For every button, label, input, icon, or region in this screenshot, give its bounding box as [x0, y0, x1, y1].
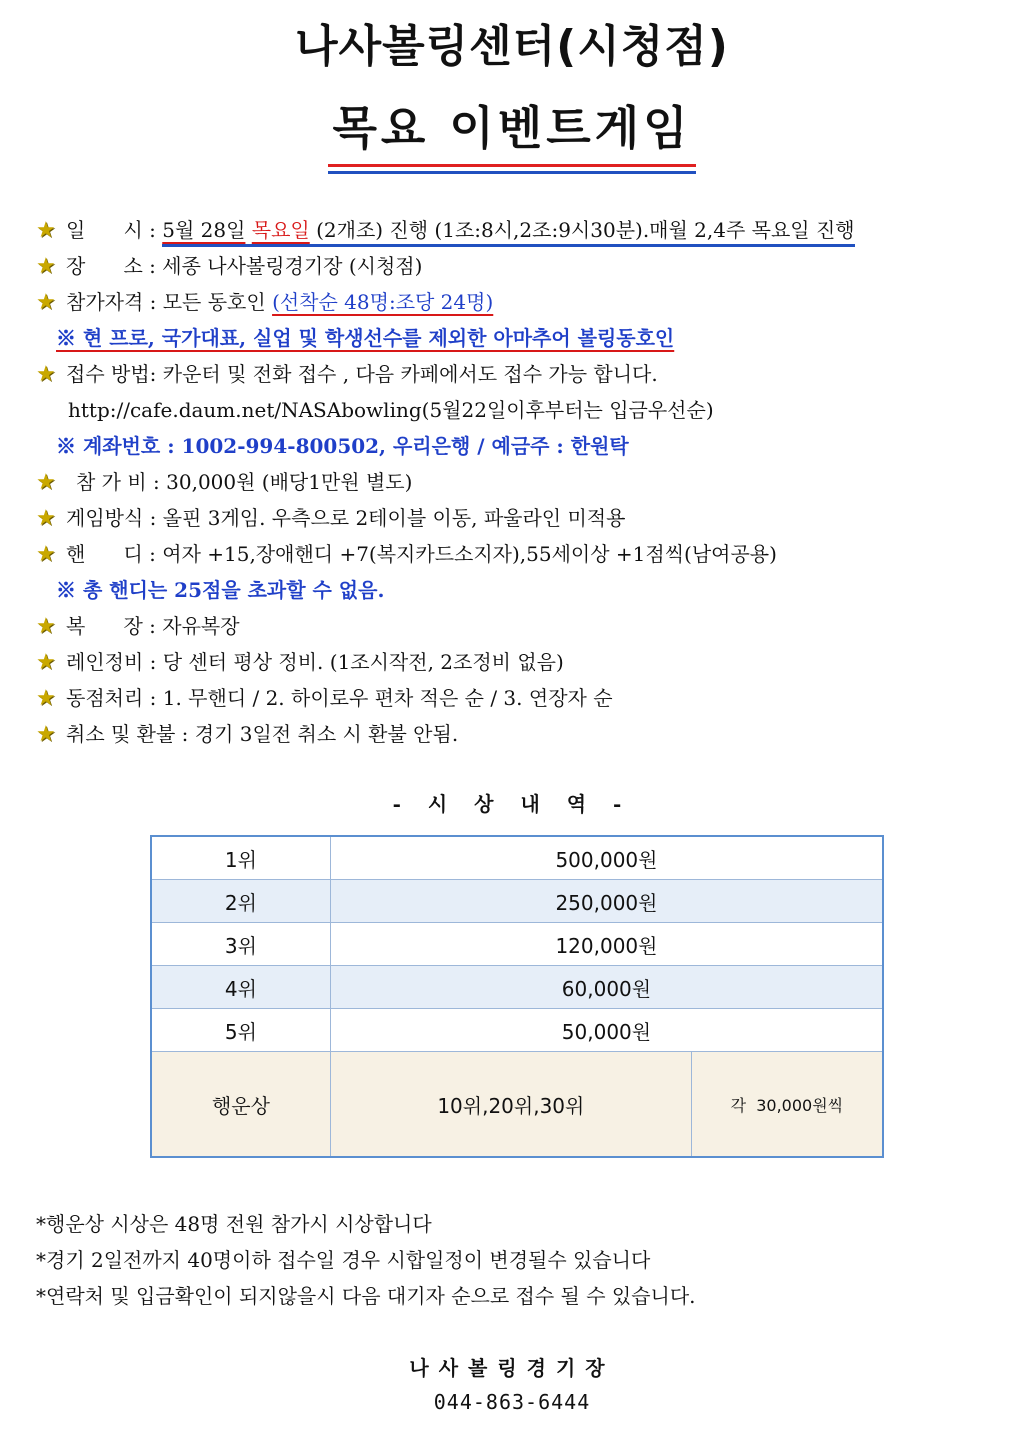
info-row-place: ★ 장 소 : 세종 나사볼링경기장 (시청점) [36, 248, 996, 284]
lane-value: 당 센터 평상 정비. (1조시작전, 2조정비 없음) [162, 650, 564, 674]
star-icon: ★ [36, 362, 56, 387]
info-list [36, 212, 996, 752]
schedule-date: 5월 28일 [162, 218, 246, 242]
subtitle-wrap [0, 92, 1024, 167]
prize-amount: 60,000원 [330, 966, 883, 1009]
schedule-rest: (2개조) 진행 (1조:8시,2조:9시30분).매월 2,4주 목요일 진행 [309, 218, 855, 242]
lucky-ranks: 10위,20위,30위 [330, 1052, 691, 1158]
info-row-handicap: ★ 핸 디 : 여자 +15,장애핸디 +7(복지카드소지자),55세이상 +1점씩(남여공용) [36, 536, 996, 572]
prize-row [151, 966, 883, 1009]
star-icon: ★ [36, 506, 56, 531]
page-title: 나사볼링센터(시청점) [295, 21, 729, 72]
place-value: 세종 나사볼링경기장 (시청점) [162, 254, 423, 278]
game-method-label: 게임방식 [66, 506, 144, 530]
prize-row [151, 1009, 883, 1052]
eligibility-note-text: ※ 현 프로, 국가대표, 실업 및 학생선수를 제외한 아마추어 볼링동호인 [56, 326, 675, 350]
prize-rank: 1위 [151, 836, 330, 880]
star-icon: ★ [36, 254, 56, 279]
refund-value: 경기 3일전 취소 시 환불 안됨. [194, 722, 459, 746]
prize-heading: - 시 상 내 역 - [392, 792, 632, 816]
venue-name: 나사볼링경기장 [409, 1356, 615, 1380]
prize-rank: 4위 [151, 966, 330, 1009]
tie-value: 1. 무핸디 / 2. 하이로우 편차 적은 순 / 3. 연장자 순 [162, 686, 613, 710]
handicap-label: 핸 디 [66, 542, 143, 566]
prize-amount: 120,000원 [330, 923, 883, 966]
prize-table [150, 835, 884, 1158]
game-method-value: 올핀 3게임. 우측으로 2테이블 이동, 파울라인 미적용 [162, 506, 626, 530]
account-note: ※ 계좌번호 : 1002-994-800502, 우리은행 / 예금주 : 한원탁 [56, 434, 629, 458]
prize-amount: 250,000원 [330, 880, 883, 923]
handicap-note: ※ 총 핸디는 25점을 초과할 수 없음. [56, 578, 385, 602]
place-label: 장 소 [66, 254, 143, 278]
registration-label: 접수 방법 [66, 362, 150, 386]
star-icon: ★ [36, 218, 56, 243]
lucky-amount: 각 30,000원씩 [691, 1052, 883, 1158]
prize-amount: 500,000원 [330, 836, 883, 880]
star-icon: ★ [36, 470, 56, 495]
note-item: *연락처 및 입금확인이 되지않을시 다음 대기자 순으로 접수 될 수 있습니다. [36, 1284, 696, 1308]
prize-row [151, 836, 883, 880]
info-row-lane: ★ 레인정비 : 당 센터 평상 정비. (1조시작전, 2조정비 없음) [36, 644, 996, 680]
registration-url[interactable]: http://cafe.daum.net/NASAbowling(5월22일이후부터는 입금우선순) [68, 398, 714, 422]
registration-value: 카운터 및 전화 접수 , 다음 카페에서도 접수 가능 합니다. [162, 362, 658, 386]
schedule-label: 일 시 [66, 218, 143, 242]
info-row-schedule: ★ 일 시 : 5월 28일 목요일 (2개조) 진행 (1조:8시,2조:9시30분).매월 2,4주 목요일 진행 [36, 212, 996, 248]
info-row-eligibility: ★ 참가자격 : 모든 동호인 (선착순 48명:조당 24명) [36, 284, 996, 320]
prize-amount: 50,000원 [330, 1009, 883, 1052]
star-icon: ★ [36, 686, 56, 711]
info-row-game-method: ★ 게임방식 : 올핀 3게임. 우측으로 2테이블 이동, 파울라인 미적용 [36, 500, 996, 536]
lane-label: 레인정비 [66, 650, 144, 674]
eligibility-label: 참가자격 [66, 290, 144, 314]
refund-label: 취소 및 환불 [66, 722, 176, 746]
star-icon: ★ [36, 542, 56, 567]
star-icon: ★ [36, 722, 56, 747]
info-row-registration: ★ 접수 방법: 카운터 및 전화 접수 , 다음 카페에서도 접수 가능 합니다. [36, 356, 996, 392]
star-icon: ★ [36, 614, 56, 639]
star-icon: ★ [36, 290, 56, 315]
prize-rank: 3위 [151, 923, 330, 966]
footer-notes [36, 1206, 996, 1314]
star-icon: ★ [36, 650, 56, 675]
fee-label: 참 가 비 [76, 470, 147, 494]
info-row-dress: ★ 복 장 : 자유복장 [36, 608, 996, 644]
schedule-weekday: 목요일 [251, 218, 310, 242]
info-row-refund: ★ 취소 및 환불 : 경기 3일전 취소 시 환불 안됨. [36, 716, 996, 752]
dress-label: 복 장 [66, 614, 143, 638]
dress-value: 자유복장 [162, 614, 240, 638]
lucky-label: 행운상 [151, 1052, 330, 1158]
note-item: *행운상 시상은 48명 전원 참가시 시상합니다 [36, 1212, 432, 1236]
note-item: *경기 2일전까지 40명이하 접수일 경우 시합일정이 변경될수 있습니다 [36, 1248, 651, 1272]
info-row-fee: ★ 참 가 비 : 30,000원 (배당1만원 별도) [36, 464, 996, 500]
tie-label: 동점처리 [66, 686, 144, 710]
schedule-value [162, 216, 854, 247]
info-row-tie: ★ 동점처리 : 1. 무핸디 / 2. 하이로우 편차 적은 순 / 3. 연장자 순 [36, 680, 996, 716]
venue-phone: 044-863-6444 [433, 1390, 591, 1414]
fee-value: 30,000원 (배당1만원 별도) [166, 470, 413, 494]
eligibility-value: 모든 동호인 [162, 290, 273, 314]
eligibility-highlight: (선착순 48명:조당 24명) [272, 290, 494, 314]
prize-rank: 5위 [151, 1009, 330, 1052]
prize-rank: 2위 [151, 880, 330, 923]
prize-row [151, 880, 883, 923]
prize-row-lucky [151, 1052, 883, 1158]
prize-row [151, 923, 883, 966]
page-subtitle: 목요 이벤트게임 [328, 92, 695, 167]
handicap-value: 여자 +15,장애핸디 +7(복지카드소지자),55세이상 +1점씩(남여공용) [162, 542, 777, 566]
eligibility-note [36, 320, 996, 356]
